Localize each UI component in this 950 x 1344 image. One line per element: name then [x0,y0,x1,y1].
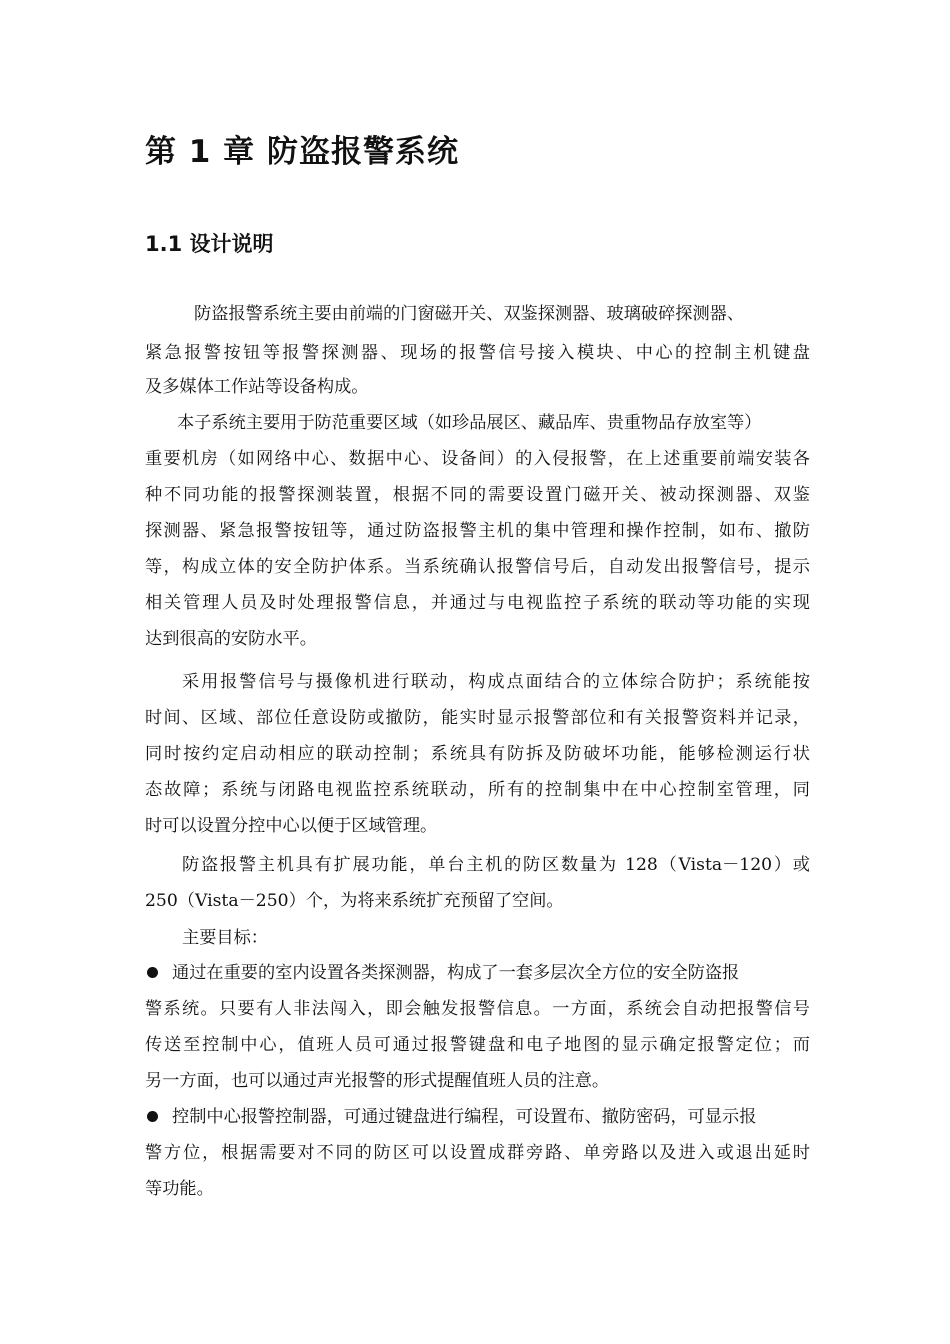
paragraph-line: 传送至控制中心，值班人员可通过报警键盘和电子地图的显示确定报警定位；而 [145,1035,810,1055]
paragraph-line: 本子系统主要用于防范重要区域（如珍品展区、藏品库、贵重物品存放室等） [177,413,762,433]
paragraph-line: 种不同功能的报警探测装置，根据不同的需要设置门磁开关、被动探测器、双鉴 [145,485,810,505]
paragraph-line: 警系统。只要有人非法闯入，即会触发报警信息。一方面，系统会自动把报警信号 [145,999,810,1019]
bullet-icon [147,967,158,978]
paragraph-line: 采用报警信号与摄像机进行联动，构成点面结合的立体综合防护；系统能按 [182,672,810,692]
bullet-icon [147,1111,158,1122]
chapter-title: 第 1 章 防盗报警系统 [145,134,459,170]
paragraph-line: 另一方面，也可以通过声光报警的形式提醒值班人员的注意。 [145,1071,610,1091]
paragraph-line: 探测器、紧急报警按钮等，通过防盗报警主机的集中管理和操作控制，如布、撤防 [145,521,810,541]
paragraph-line: 达到很高的安防水平。 [145,629,317,649]
paragraph-line: 重要机房（如网络中心、数据中心、设备间）的入侵报警，在上述重要前端安装各 [145,449,810,469]
bullet-line [145,1105,810,1129]
paragraph-line: 及多媒体工作站等设备构成。 [145,377,369,397]
paragraph-line: 态故障；系统与闭路电视监控系统联动，所有的控制集中在中心控制室管理，同 [145,780,810,800]
paragraph-line: 时可以设置分控中心以便于区域管理。 [145,816,438,836]
paragraph-line: 相关管理人员及时处理报警信息，并通过与电视监控子系统的联动等功能的实现 [145,593,810,613]
paragraph-line: 250（Vista－250）个，为将来系统扩充预留了空间。 [145,891,564,911]
paragraph-line: 防盗报警系统主要由前端的门窗磁开关、双鉴探测器、玻璃破碎探测器、 [194,304,745,324]
paragraph-line: 时间、区域、部位任意设防或撤防，能实时显示报警部位和有关报警资料并记录， [145,708,810,728]
paragraph-line: 等功能。 [145,1179,214,1199]
section-title: 1.1 设计说明 [145,232,274,256]
paragraph-line: 同时按约定启动相应的联动控制；系统具有防拆及防破坏功能，能够检测运行状 [145,744,810,764]
paragraph-line: 主要目标： [182,928,268,948]
paragraph-line: 警方位，根据需要对不同的防区可以设置成群旁路、单旁路以及进入或退出延时 [145,1143,810,1163]
paragraph-line: 等，构成立体的安全防护体系。当系统确认报警信号后，自动发出报警信号，提示 [145,557,810,577]
paragraph-line: 紧急报警按钮等报警探测器、现场的报警信号接入模块、中心的控制主机键盘 [145,343,810,363]
bullet-text: 控制中心报警控制器，可通过键盘进行编程，可设置布、撤防密码，可显示报 [172,1107,757,1127]
bullet-text: 通过在重要的室内设置各类探测器，构成了一套多层次全方位的安全防盗报 [172,963,740,983]
bullet-line [145,961,810,985]
paragraph-line: 防盗报警主机具有扩展功能，单台主机的防区数量为 128（Vista－120）或 [182,855,810,875]
